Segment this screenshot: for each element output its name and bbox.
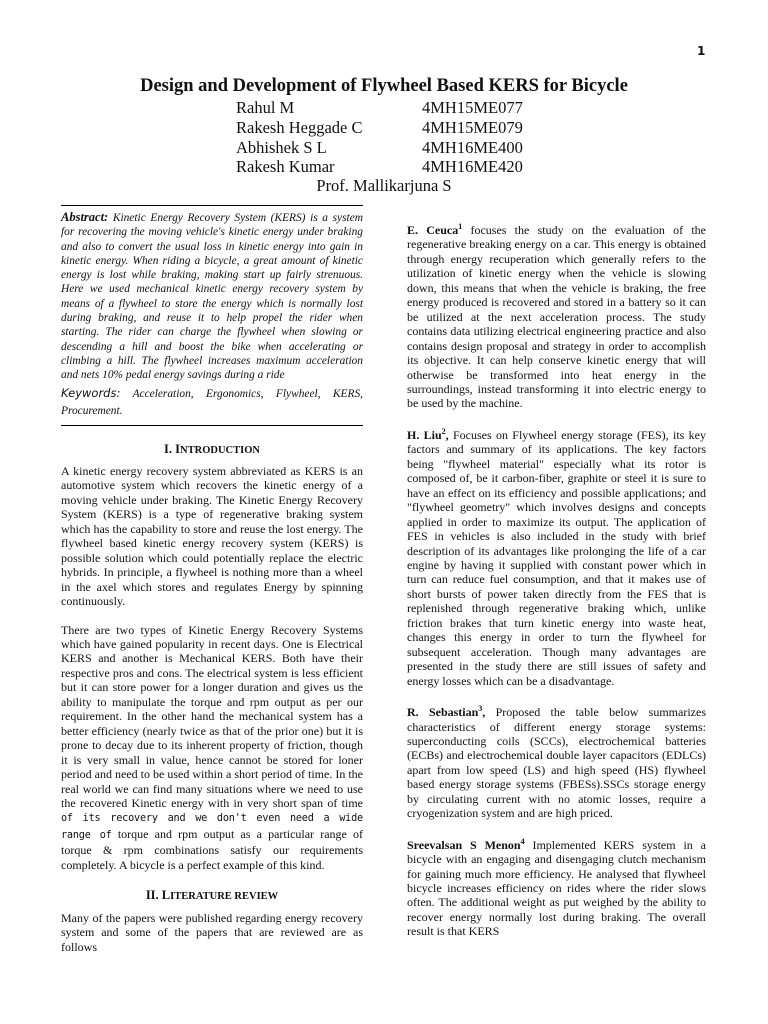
paper-title: Design and Development of Flywheel Based KERS for Bicycle — [140, 76, 628, 96]
ref-paragraph-2: H. Liu$^2$, Focuses on Flywheel energy storage (FES), its key factors and summary of its applications. The key factors being "flywheel material" especially what its rotor is composed of, be it carbon-fiber, graphite or steel it is sure to have an effect on its efficiency and possible applications; and "flywheel geometry" which involves designs and concepts applied in order to maximize its output. The application of FES in vehicles is also included in the study with brief description of its advantages like prolonging the life of a car engine by having it supplied with constant power which in turn can reduce fuel consumption, and that it makes use of short bursts of power taken directly from the FES that is replenished through regenerative braking which, unlike friction brakes that turn kinetic energy into waste heat, changes this energy in order to turn the flywheel for subsequent acceleration. Though many advantages are presented in the study there are still issues of safety and energy losses which can be a disadvantage. — [407, 426, 706, 688]
ref-paragraph-3: R. Sebastian$^3$, Proposed the table below summarizes characteristics of different energy storage systems: superconducting coils (SCCs), electrochemical batteries (ECBs) and electrochemical double layer capacitors (EDLCs) apart from low speed (LS) and high speed (HS) flywheel based energy storage systems (FBESs).SSCs storage energy by circulating current with no atomic losses, require a cryogenization system and are high priced. — [407, 704, 706, 821]
intro-paragraph-2: There are two types of Kinetic Energy Recovery Systems which have gained popularity in recent days. One is Electrical KERS and another is Mechanical KERS. Both have their respective pros and cons. The electrical system is less efficient but it can store power for a longer duration and gives us the ability to manipulate the torque and rpm output as per our requirement. In the other hand the mechanical system has a better efficiency (nearly twice as that of the prior one) but it is prone to decay due to its inherent property of friction, though it is very small in value, hence cannot be stored for loner period and need to be used within a short period of time. In the real world we can find many situations where we need to use the recovered Kinetic energy with in very short span of time of its recovery and we don't even need a wide range of torque and rpm output as a particular range of torque & rpm combinations satisfy our requirements completely. A bicycle is a perfect example of this kind. — [61, 622, 364, 872]
abstract-text: Kinetic Energy Recovery System (KERS) is a system for recovering the moving vehicle's kinetic energy under braking and also to convert the usual loss in kinetic energy into gain in kinetic energy. When riding a bicycle, a great amount of kinetic energy is lost while braking, making start up fairly strenuous. Here we used mechanical kinetic energy recovery system by means of a flywheel to store the energy which is normally lost during braking, and reuse it to help propel the rider when starting. The rider can charge the flywheel when slowing or descending a hill and boost the bike when accelerating or climbing a hill. The flywheel increases maximum acceleration and nets 10% pedal energy savings during a ride — [61, 212, 363, 382]
intro-mono-line: of its recovery and we don't even need a wide range of — [61, 813, 363, 841]
section-heading-introduction: I. INTRODUCTION — [164, 441, 260, 456]
author-id: 4MH15ME077 — [422, 98, 523, 117]
author-row — [236, 157, 566, 177]
author-name: Rakesh Kumar — [236, 157, 335, 176]
ref-author: Sreevalsan S Menon$^4$ — [407, 836, 525, 852]
author-id: 4MH16ME400 — [422, 138, 523, 157]
author-row — [236, 118, 566, 138]
abstract — [61, 210, 363, 383]
page-number: 1 — [697, 44, 706, 58]
keywords-text: Acceleration, Ergonomics, Flywheel, KERS, Procurement. — [61, 387, 363, 417]
author-row — [236, 98, 566, 118]
intro-paragraph-1: A kinetic energy recovery system abbreviated as KERS is an automotive system which recovers the kinetic energy of a moving vehicle under braking. The Kinetic Energy Recovery System (KERS) is a type of regenerative braking system which has the capability to store and reuse the lost energy. The flywheel based kinetic energy recovery system (KERS) is possible solution which could potentially replace the electric hybrids. In principle, a flywheel is nothing more than a wheel in the axel which stores and regulates Energy by spinning continuously. — [61, 464, 363, 609]
author-name: Rakesh Heggade C — [236, 118, 363, 137]
author-name: Abhishek S L — [236, 138, 327, 157]
ref-paragraph-4: Sreevalsan S Menon$^4$ Implemented KERS system in a bicycle with an engaging and disengaging clutch mechanism for gaining much more efficiency. He analysed that flywheel bicycle increases efficiency on rides where the rider slows often. The additional weight as put weighed by the ability to recover energy normally lost during braking. The overall result is that KERS — [407, 836, 706, 939]
keywords — [61, 385, 363, 420]
abstract-top-rule — [61, 205, 363, 206]
abstract-label: Abstract: — [61, 210, 109, 224]
keywords-label: Keywords: — [61, 385, 121, 400]
ref-author: H. Liu$^2$, — [407, 426, 449, 442]
keywords-rule — [61, 425, 363, 426]
ref-author: R. Sebastian$^3$, — [407, 704, 486, 720]
author-row — [236, 138, 566, 158]
section-heading-literature-review: II. LITERATURE REVIEW — [145, 888, 279, 903]
ref-paragraph-1: E. Ceuca$^1$ focuses the study on the evaluation of the regenerative breaking energy on a car. This energy is obtained through energy recuperation which generally refers to the utilization of kinetic energy when the vehicle is slowing down, this means that when the vehicle is braking, the free energy produced is recovered and stored in a battery so it can be utilized at the next acceleration process. The study contains data utilizing electrical engineering practice and also contains design proposal and strategy in order to accomplish its objective. It can help conserve kinetic energy that will otherwise be transformed into heat energy in the surroundings, instead transforming it into electric energy to be used by the machine. — [407, 222, 707, 411]
author-id: 4MH15ME079 — [422, 118, 523, 137]
left-column — [61, 210, 363, 954]
right-column — [407, 220, 706, 939]
author-name: Rahul M — [236, 98, 295, 117]
guide-name: Prof. Mallikarjuna S — [316, 176, 452, 195]
ref-author: E. Ceuca$^1$ — [407, 222, 463, 237]
lit-paragraph-1: Many of the papers were published regarding energy recovery system and some of the papers that are reviewed are as follows — [61, 910, 363, 954]
author-id: 4MH16ME420 — [422, 157, 523, 176]
